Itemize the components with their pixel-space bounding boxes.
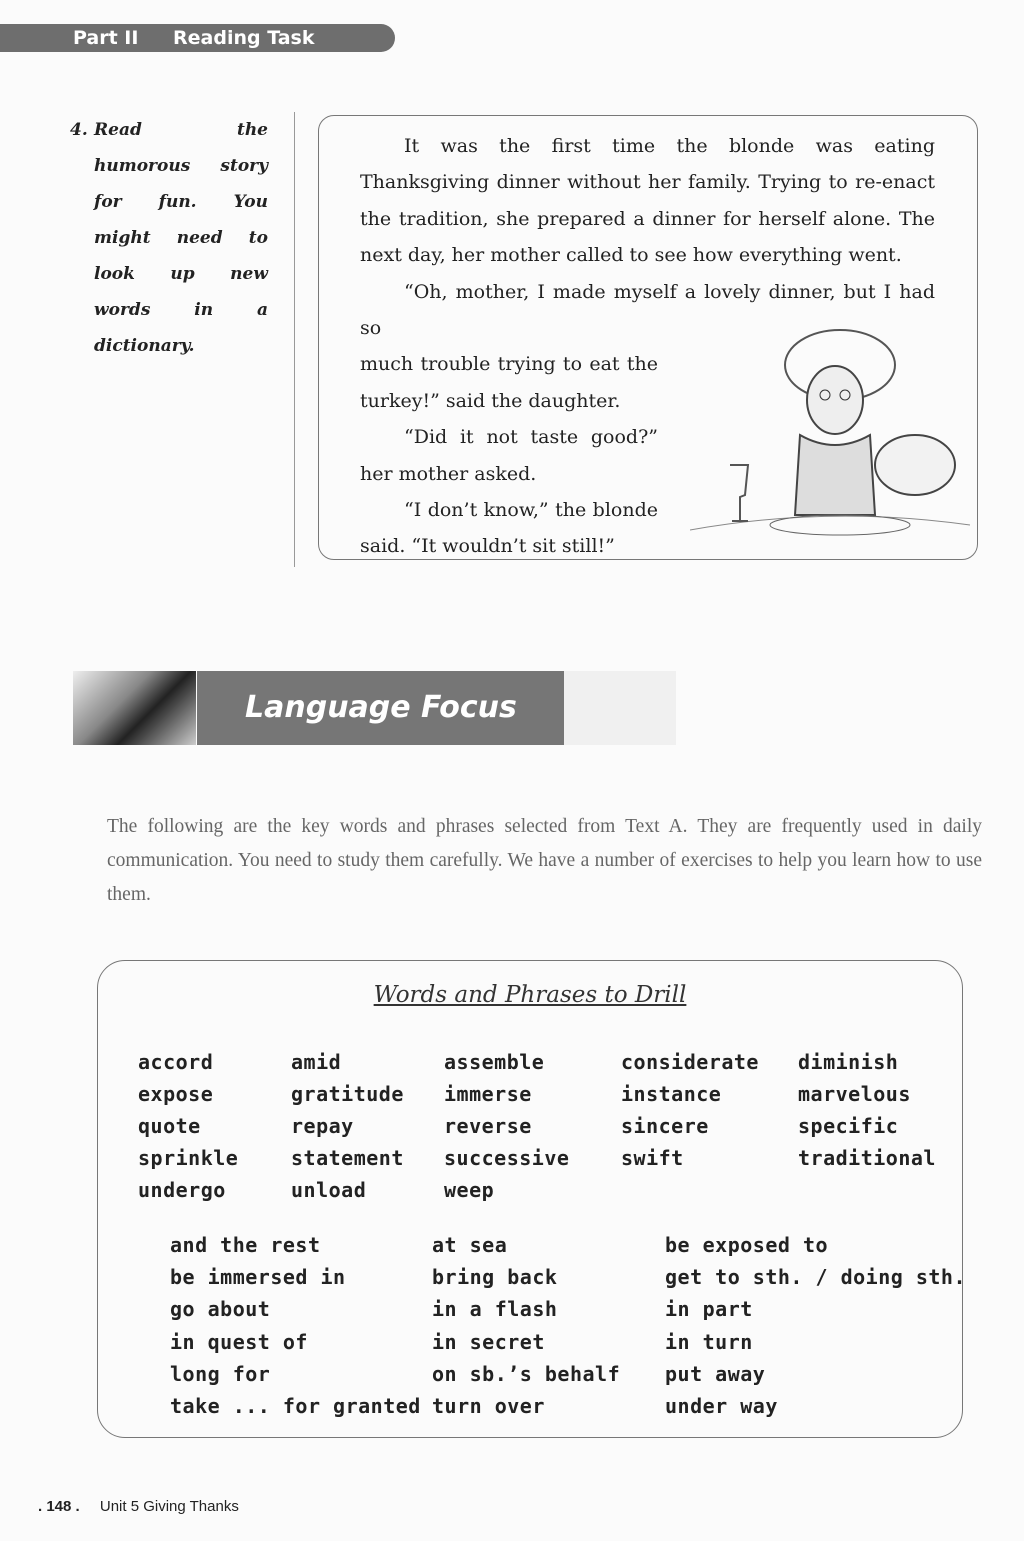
footer <box>38 1498 239 1515</box>
drill-phrase: long for <box>170 1361 271 1386</box>
drill-word: swift <box>621 1146 684 1170</box>
unit-title: Unit 5 Giving Thanks <box>99 1498 239 1515</box>
drill-phrase: under way <box>665 1394 778 1418</box>
page-number: . 148 . <box>38 1498 80 1515</box>
drill-word: considerate <box>621 1050 759 1074</box>
drill-phrase: in quest of <box>170 1329 308 1354</box>
drill-phrase: get to sth. / doing sth. <box>665 1265 966 1290</box>
drill-word: expose <box>138 1082 214 1106</box>
drill-phrase: be exposed to <box>665 1233 829 1257</box>
drill-phrase: in a flash <box>432 1297 558 1322</box>
drill-word: immerse <box>444 1082 532 1106</box>
language-focus-title: Language Focus <box>245 690 517 725</box>
blonde-turkey-illustration <box>690 325 975 545</box>
drill-word: diminish <box>798 1050 899 1074</box>
drill-word: sprinkle <box>138 1146 239 1170</box>
drill-word: amid <box>291 1050 342 1074</box>
drill-phrase: in part <box>665 1297 753 1322</box>
drill-word: accord <box>138 1050 214 1074</box>
instruction-text: Read the humorous story for fun. You might need to look up new words in a dictionary. <box>94 120 268 356</box>
drill-word: marvelous <box>798 1082 911 1106</box>
section-header-bar <box>0 24 395 52</box>
instruction-number: 4. <box>70 120 88 140</box>
drill-word: instance <box>621 1082 722 1106</box>
drill-phrase: put away <box>665 1361 766 1386</box>
drill-word: undergo <box>138 1178 226 1202</box>
drill-phrase: in turn <box>665 1329 753 1354</box>
drill-word: specific <box>798 1114 899 1138</box>
drill-phrase: in secret <box>432 1329 545 1354</box>
divider <box>294 112 295 567</box>
drill-phrase: turn over <box>432 1394 545 1418</box>
drill-phrase: be immersed in <box>170 1265 346 1290</box>
story-paragraph: “I don’t know,” the blonde said. “It wouldn’t sit still!” <box>360 499 658 558</box>
drill-word: sincere <box>621 1114 709 1138</box>
drill-phrase: at sea <box>432 1233 508 1257</box>
drill-word: weep <box>444 1178 495 1202</box>
drill-phrase: and the rest <box>170 1233 321 1257</box>
drill-word: successive <box>444 1146 570 1170</box>
story-paragraph: It was the first time the blonde was eating Thanksgiving dinner without her family. Trying to re-enact the tradition, she prepared a dinner for herself alone. The next day, her mother called to see how everything went. <box>360 135 935 267</box>
drill-title: Words and Phrases to Drill <box>373 982 687 1008</box>
story-paragraph: “Oh, mother, I made myself a lovely dinner, but I had so <box>360 280 935 340</box>
part-label: Part II <box>73 27 139 49</box>
language-focus-banner <box>197 671 564 745</box>
drill-word: unload <box>291 1178 367 1202</box>
drill-word: assemble <box>444 1050 545 1074</box>
intro-paragraph: The following are the key words and phrases selected from Text A. They are frequently used in daily communication. You need to study them carefully. We have a number of exercises to help you learn how to use them. <box>107 816 982 905</box>
section-title: Reading Task <box>173 27 315 49</box>
story-paragraph: “Did it not taste good?” her mother asked. <box>360 426 658 485</box>
instruction <box>70 112 268 364</box>
banner-extension <box>564 671 676 745</box>
drill-phrase: take ... for granted <box>170 1394 421 1418</box>
drill-word: quote <box>138 1114 201 1138</box>
drill-word: statement <box>291 1146 404 1170</box>
drill-word: reverse <box>444 1114 532 1138</box>
drill-word: traditional <box>798 1146 936 1170</box>
drill-phrase: on sb.’s behalf <box>432 1361 621 1386</box>
language-focus-image <box>73 671 196 745</box>
drill-word: repay <box>291 1114 354 1138</box>
story-paragraph: much trouble trying to eat the turkey!” said the daughter. <box>360 353 658 412</box>
drill-word: gratitude <box>291 1082 404 1106</box>
drill-phrase: go about <box>170 1297 271 1322</box>
drill-phrase: bring back <box>432 1265 558 1290</box>
